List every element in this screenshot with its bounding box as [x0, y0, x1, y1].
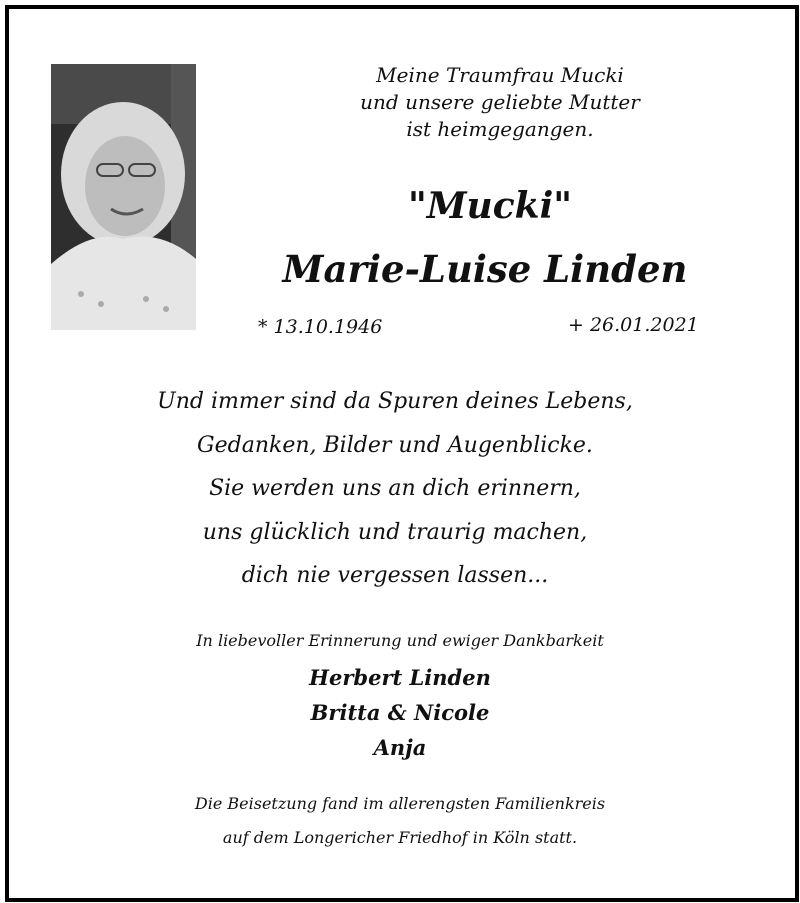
- poem-line: dich nie vergessen lassen...: [241, 563, 549, 588]
- burial-line: auf dem Longericher Friedhof in Köln statt.: [222, 828, 578, 847]
- intro-line: Meine Traumfrau Mucki: [376, 63, 624, 87]
- deceased-name: Marie-Luise Linden: [282, 247, 688, 291]
- mourner-name: Britta & Nicole: [310, 700, 490, 725]
- poem-line: Gedanken, Bilder und Augenblicke.: [197, 432, 593, 458]
- death-date: + 26.01.2021: [568, 314, 699, 336]
- burial-line: Die Beisetzung fand im allerengsten Familienkreis: [194, 794, 606, 813]
- portrait-photo: [51, 64, 196, 330]
- intro-line: und unsere geliebte Mutter: [360, 90, 640, 114]
- mourner-name: Herbert Linden: [309, 665, 491, 690]
- mourner-name: Anja: [373, 735, 427, 760]
- intro-line: ist heimgegangen.: [406, 117, 594, 141]
- birth-date: * 13.10.1946: [258, 316, 383, 338]
- poem-line: Und immer sind da Spuren deines Lebens,: [157, 389, 633, 414]
- poem-line: uns glücklich und traurig machen,: [202, 519, 588, 545]
- burial-notice: [100, 787, 700, 855]
- nickname: "Mucki": [407, 185, 573, 227]
- poem: [90, 380, 700, 598]
- intro-text: [300, 62, 700, 143]
- dedication-line: In liebevoller Erinnerung und ewiger Dankbarkeit: [196, 631, 604, 650]
- poem-line: Sie werden uns an dich erinnern,: [209, 476, 581, 501]
- mourners: [200, 660, 600, 765]
